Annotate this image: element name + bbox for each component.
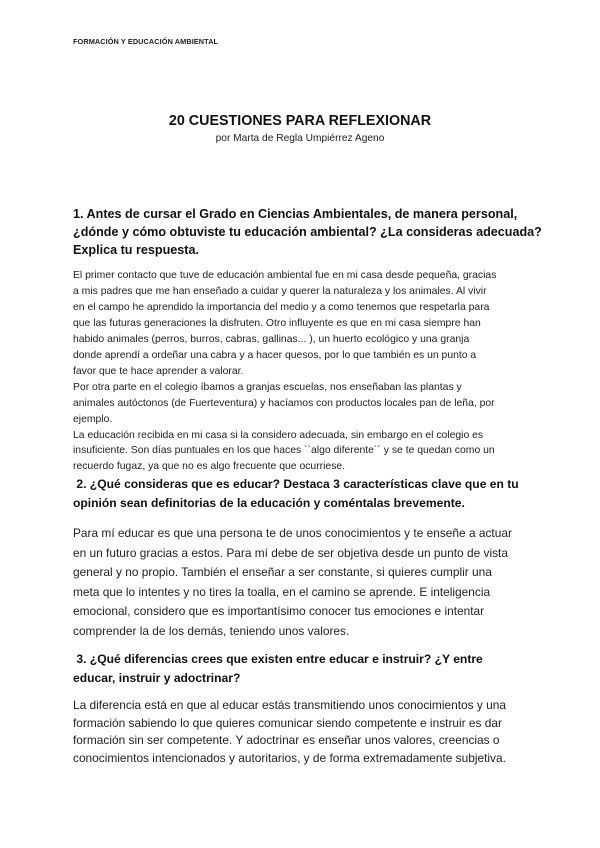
running-header: FORMACIÓN Y EDUCACIÓN AMBIENTAL	[73, 37, 219, 46]
heading-line: 1. Antes de cursar el Grado en Ciencias Ambientales, de manera personal,	[73, 207, 518, 221]
heading-line: 2. ¿Qué consideras que es educar? Destaca 3 características clave que en tu	[73, 477, 519, 491]
heading-line: Explica tu respuesta.	[73, 243, 199, 258]
answer-line: La educación recibida en mi casa si la considero adecuada, sin embargo en el colegio es	[73, 429, 484, 441]
heading-line: 3. ¿Qué diferencias crees que existen entre educar e instruir? ¿Y entre	[73, 652, 483, 666]
answer-line: a mis padres que me han enseñado a cuidar y querer la naturaleza y los animales. Al vivir	[73, 285, 487, 297]
answer-line: formación sabiendo lo que quieres comunicar siendo competente e instruir es dar	[73, 715, 502, 730]
document-title: 20 CUESTIONES PARA REFLEXIONAR	[168, 113, 432, 129]
question-3-heading	[73, 650, 543, 687]
answer-line: Para mí educar es que una persona te de unos conocimientos y te enseñe a actuar	[73, 526, 512, 540]
answer-line: que las futuras generaciones la disfruten. Otro influyente es que en mi casa siempre han	[73, 317, 481, 329]
question-2-answer	[73, 524, 543, 642]
answer-line: insuficiente. Son días puntuales en los que haces ``algo diferente´´ y se te quedan como un	[73, 445, 495, 457]
answer-line: La diferencia está en que al educar estás transmitiendo unos conocimientos y una	[73, 698, 506, 712]
answer-line: en el campo he aprendido la importancia del medio y a como tenemos que respetarla para	[73, 301, 490, 313]
answer-line: comprender la de los demás, teniendo unos valores.	[73, 623, 350, 638]
answer-line: El primer contacto que tuve de educación ambiental fue en mi casa desde pequeña, gracias	[73, 270, 497, 281]
answer-line: en un futuro gracias a estos. Para mí debe de ser objetiva desde un punto de vista	[73, 545, 508, 560]
question-3-answer	[73, 697, 543, 768]
answer-line: animales autóctonos (de Fuerteventura) y hacíamos con productos locales pan de leña, por	[73, 397, 495, 409]
answer-line: donde aprendí a ordeñar una cabra y a hacer quesos, por lo que también es un punto a	[73, 349, 477, 361]
answer-line: meta que lo intentes y no tires la toalla, en el camino se aprende. E inteligencia	[73, 584, 491, 599]
answer-line: ejemplo.	[73, 413, 113, 425]
answer-line: recuerdo fugaz, ya que no es algo frecuente que ocurriese.	[73, 461, 346, 473]
answer-line: emocional, considero que es importantísimo conocer tus emociones e intentar	[73, 604, 485, 619]
answer-line: Por otra parte en el colegio íbamos a granjas escuelas, nos enseñaban las plantas y	[73, 381, 462, 393]
question-1-heading	[73, 205, 543, 260]
answer-line: general y no propio. También el enseñar a ser constante, si quieres cumplir una	[73, 565, 492, 580]
question-1-answer	[73, 268, 543, 475]
answer-line: conocimientos intencionados y autoritarios, y de forma extremadamente subjetiva.	[73, 751, 506, 766]
heading-line: opinión sean definitorias de la educación y coméntalas brevemente.	[73, 495, 465, 510]
answer-line: favor que te hace aprender a valorar.	[73, 365, 244, 377]
answer-line: habido animales (perros, burros, cabras, gallinas... ), un huerto ecológico y una granja	[73, 333, 470, 345]
heading-line: ¿dónde y cómo obtuviste tu educación ambiental? ¿La consideras adecuada?	[73, 225, 542, 240]
question-2-heading	[73, 475, 543, 512]
document-author: por Marta de Regla Umpiérrez Ageno	[215, 133, 385, 144]
answer-line: formación sin ser competente. Y adoctrinar es enseñar unos valores, creencias o	[73, 733, 500, 748]
heading-line: educar, instruir y adoctrinar?	[73, 670, 241, 685]
